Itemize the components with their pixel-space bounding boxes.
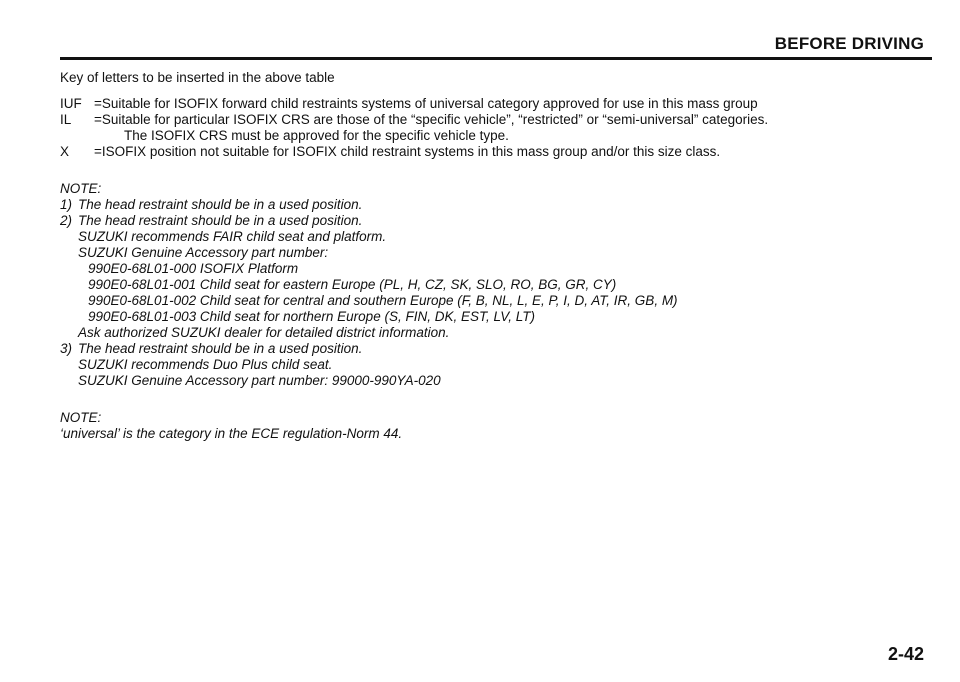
definition-code: X	[60, 144, 70, 159]
key-intro: Key of letters to be inserted in the above table	[60, 70, 335, 85]
section-title: BEFORE DRIVING	[774, 34, 924, 53]
note-block-1	[60, 181, 930, 389]
note-text: The head restraint should be in a used position.	[78, 341, 363, 356]
definition-text	[94, 112, 930, 144]
definition-code: IUF	[60, 96, 82, 111]
page-content	[60, 70, 930, 442]
note-label: NOTE:	[60, 181, 102, 196]
part-number-line: 990E0-68L01-003 Child seat for northern Europe (S, FIN, DK, EST, LV, LT)	[88, 309, 535, 324]
definition-x	[60, 144, 930, 160]
definition-code: IL	[60, 112, 72, 127]
note-subline: SUZUKI Genuine Accessory part number:	[78, 245, 329, 260]
note-text: The head restraint should be in a used position.	[78, 197, 363, 212]
page-number: 2-42	[887, 644, 924, 664]
definition-text-main: =Suitable for particular ISOFIX CRS are those of the “specific vehicle”, “restricted” or “semi-universal” categories.	[94, 112, 769, 127]
note-text: ‘universal’ is the category in the ECE regulation-Norm 44.	[60, 426, 403, 441]
note-item-1	[60, 197, 930, 213]
part-number-line: 990E0-68L01-000 ISOFIX Platform	[88, 261, 299, 276]
note-subline: SUZUKI recommends Duo Plus child seat.	[78, 357, 333, 372]
definition-text: =Suitable for ISOFIX forward child restraints systems of universal category approved for use in this mass group	[94, 96, 758, 111]
note-text: The head restraint should be in a used position.	[78, 213, 363, 228]
note-number: 1)	[60, 197, 73, 212]
header-divider	[60, 57, 932, 60]
note-item-2	[60, 213, 930, 229]
definition-text: =ISOFIX position not suitable for ISOFIX child restraint systems in this mass group and/or this size class.	[94, 144, 721, 159]
part-number-line: 990E0-68L01-002 Child seat for central and southern Europe (F, B, NL, L, E, P, I, D, AT, IR, GB, M)	[88, 293, 678, 308]
definition-iuf	[60, 96, 930, 112]
definition-text-continuation: The ISOFIX CRS must be approved for the specific vehicle type.	[124, 128, 509, 143]
note-subline: SUZUKI Genuine Accessory part number: 99000-990YA-020	[78, 373, 441, 388]
part-number-line: 990E0-68L01-001 Child seat for eastern Europe (PL, H, CZ, SK, SLO, RO, BG, GR, CY)	[88, 277, 617, 292]
dealer-info-line: Ask authorized SUZUKI dealer for detailed district information.	[78, 325, 450, 340]
note-number: 3)	[60, 341, 73, 356]
note-label: NOTE:	[60, 410, 102, 425]
note-block-2	[60, 410, 930, 442]
note-subline: SUZUKI recommends FAIR child seat and platform.	[78, 229, 387, 244]
note-number: 2)	[60, 213, 73, 228]
note-item-3	[60, 341, 930, 357]
definition-il	[60, 112, 930, 144]
